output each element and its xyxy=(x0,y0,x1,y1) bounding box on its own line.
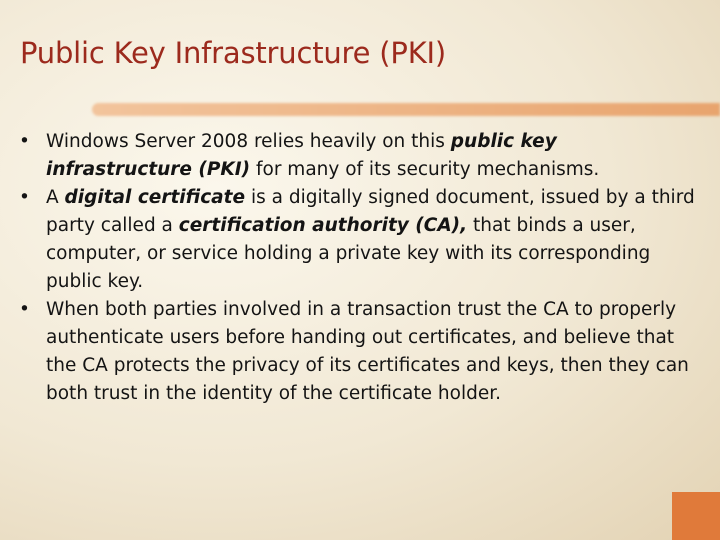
bullet-text-segment: A xyxy=(46,187,65,208)
bullet-text xyxy=(46,187,695,292)
key-term: digital certificate xyxy=(64,187,246,208)
bullet-list xyxy=(16,128,706,408)
bullet-marker-icon: • xyxy=(19,299,30,320)
bullet-item xyxy=(16,128,706,184)
bullet-text-segment: that binds a user, computer, or service holding a private key with its corresponding public key. xyxy=(46,215,651,292)
bullet-text xyxy=(46,131,599,180)
corner-accent-block xyxy=(672,492,720,540)
key-term: certification authority (CA), xyxy=(178,215,468,236)
title-underline-decoration xyxy=(92,103,720,116)
bullet-marker-icon: • xyxy=(19,131,30,152)
bullet-text-segment: When both parties involved in a transaction trust the CA to properly authenticate users before handing out certificates, and believe that the CA protects the privacy of its certificates and keys, then they can both trust in the identity of the certificate holder. xyxy=(46,299,689,404)
bullet-item xyxy=(16,184,706,296)
bullet-marker-icon: • xyxy=(19,187,30,208)
bullet-text xyxy=(46,299,689,404)
bullet-text-segment: for many of its security mechanisms. xyxy=(250,159,600,180)
bullet-text-segment: is a digitally signed document, issued by a third party called a xyxy=(46,187,695,236)
bullet-item xyxy=(16,296,706,408)
slide-body xyxy=(16,128,706,408)
slide-title: Public Key Infrastructure (PKI) xyxy=(20,36,446,70)
key-term: public key infrastructure (PKI) xyxy=(46,131,557,180)
bullet-text-segment: Windows Server 2008 relies heavily on this xyxy=(46,131,451,152)
